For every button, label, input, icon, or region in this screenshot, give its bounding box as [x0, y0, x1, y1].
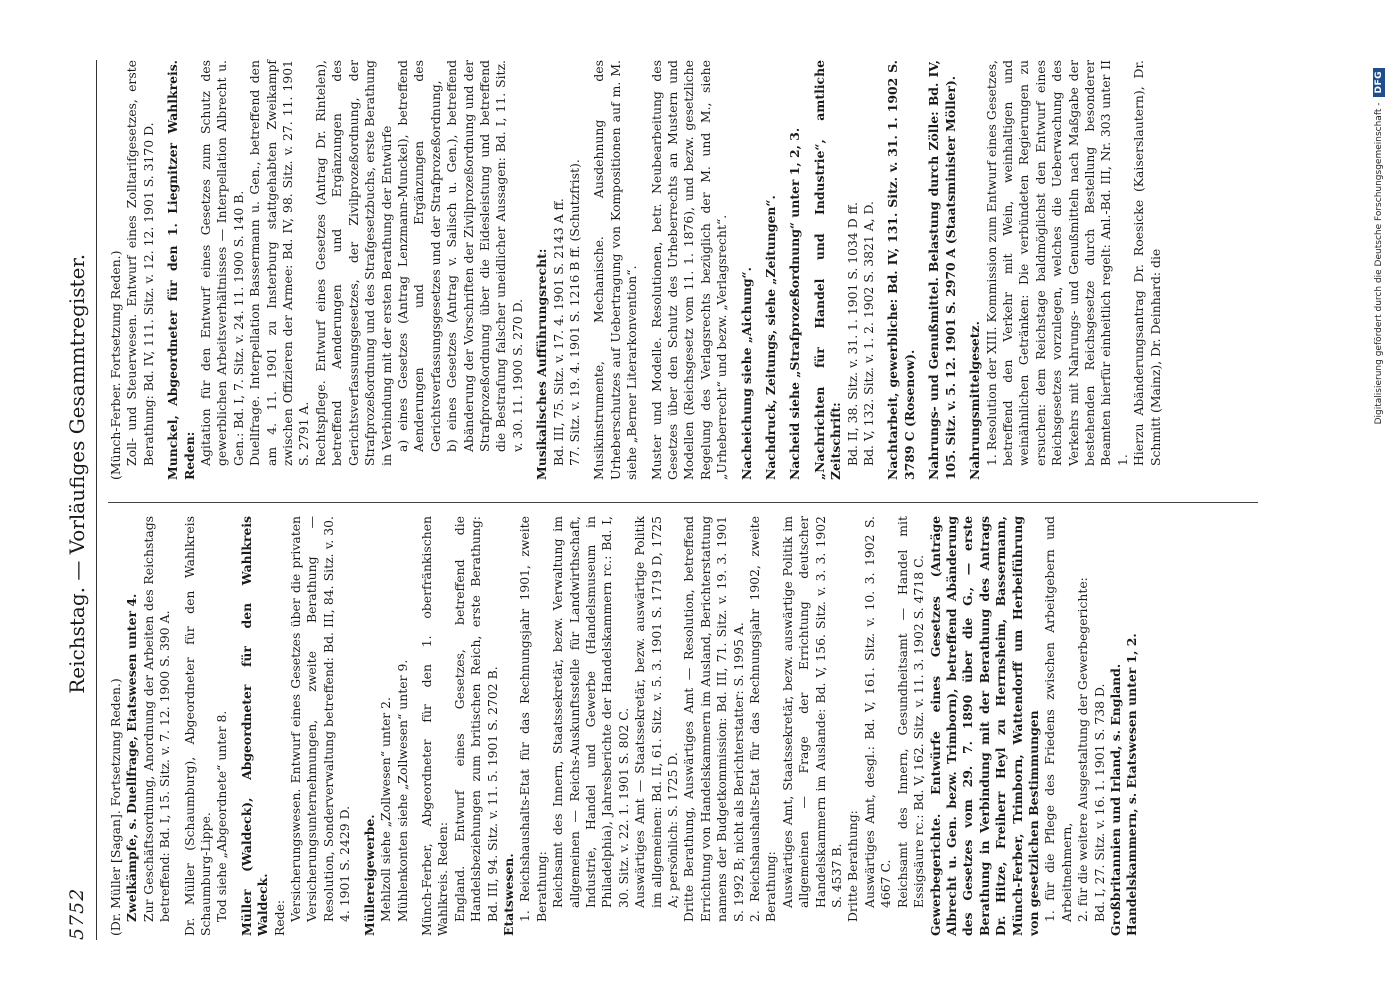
index-entry: Bd. V, 132. Sitz. v. 1. 2. 1902 S. 3821 A, D. — [861, 201, 877, 466]
index-entry: Agitation für den Entwurf eines Gesetzes zum Schutz des gewerblichen Arbeitsverhältnisses — Interpellation Albrecht u. Gen.: Bd. I, 7. Sitz. v. 24. 11. 1900 S. 140 B. — [198, 60, 246, 466]
index-entry: Zur Geschäftsordnung, Anordnung der Arbeiten des Reichstags betreffend: Bd. I, 15. Sitz. v. 7. 12. 1900 S. 390 A. — [140, 516, 173, 922]
index-entry: Rechtspflege. Entwurf eines Gesetzes (Antrag Dr. Rintelen), betreffend Aenderungen und Ergänzungen des Gerichtsverfassungsgesetzes, der Zivilprozeßordnung, der Strafprozeßordnung und des Strafgesetzbuchs, erste Berathung in Verbindung mit der ersten Berathung der Entwürfe — [312, 60, 394, 466]
index-entry: Auswärtiges Amt — Staatssekretär, bezw. auswärtige Politik im allgemeinen: Bd. II, 61. Sitz. v. 5. 3. 1901 S. 1719 D, 1725 A; persönlich: S. 1725 D. — [632, 516, 680, 908]
index-entry: Zweikämpfe, s. Duellfrage, Etatswesen unter 4. — [124, 593, 140, 922]
member-heading: Dr. Müller (Schaumburg), Abgeordneter für den Wahlkreis Schaumburg-Lippe. — [181, 516, 214, 936]
index-entry: Hierzu Abänderungsantrag Dr. Roesicke (Kaiserslautern), Dr. Schmitt (Mainz), Dr. Deinhard: die — [1131, 60, 1163, 466]
index-entry: 77. Sitz. v. 19. 4. 1901 S. 1216 B ff. (Schutzfrist). — [566, 159, 582, 466]
digitization-credit — [1368, 68, 1390, 928]
index-entry: Duellfrage. Interpellation Bassermann u. Gen., betreffend den am 4. 11. 1901 zu Insterburg stattgehabten Zweikampf zwischen Offizieren der Armee: Bd. IV, 98. Sitz. v. 27. 11. 1901 S. 2791 A. — [247, 60, 312, 466]
index-entry: Reichsamt des Innern, Staatssekretär, bezw. Verwaltung im allgemeinen — Reichs-Auskunftsstelle für Landwirthschaft, Industrie, Handel und Gewerbe (Handelsmuseum in Philadelphia), Jahresberichte der Handelskammern rc.: Bd. I, 30. Sitz. v. 22. 1. 1901 S. 802 C. — [550, 516, 631, 908]
page-number: 5752 — [66, 887, 88, 940]
subject-heading: Muster und Modelle. Resolutionen, betr. Neubearbeitung des Gesetzes über den Schutz des Urheberrechts an Mustern und Modellen (Reichsgesetz vom 11. 1. 1876), und bezw. gesetzliche Regelung des Verlagsrechts bezüglich der M. und M., siehe „Urheberrecht“ und bezw. „Verlagsrecht“. — [648, 60, 730, 480]
running-header — [58, 60, 97, 940]
subject-heading: Handelskammern, s. Etatswesen unter 1, 2. — [1124, 633, 1140, 936]
subject-heading: Müllereigewerbe. — [361, 814, 377, 936]
index-entry: Bd. III, 75. Sitz. v. 17. 4. 1901 S. 2143 A ff. — [550, 198, 566, 466]
index-entry: 2. für die weitere Ausgestaltung der Gewerbegerichte: — [1075, 577, 1091, 922]
left-column — [108, 516, 1141, 936]
index-entry: Mühlenkonten siehe „Zollwesen“ unter 9. — [394, 659, 410, 922]
index-entry: Tod siehe „Abgeordnete“ unter 8. — [214, 710, 230, 922]
index-entry: Reichsamt des Innern, Gesundheitsamt — Handel mit Essigsäure rc.: Bd. V, 162. Sitz. v. 11. 3. 1902 S. 4718 C. — [894, 516, 927, 908]
index-entry: 2. Reichshaushalts-Etat für das Rechnungsjahr 1902, zweite Berathung: — [747, 516, 779, 922]
subject-heading: Nahrungs- und Genußmittel. Belastung durch Zölle: Bd. IV, 105. Sitz. v. 5. 12. 1901 S. 2970 A (Staatsminister Möller). — [926, 60, 958, 480]
column-divider — [108, 502, 1258, 503]
member-heading: Munckel, Abgeordneter für den 1. Liegnitzer Wahlkreis. Reden: — [165, 60, 197, 480]
index-entry: Zoll- und Steuerwesen. Entwurf eines Zolltarifgesetzes, erste Berathung: Bd. IV, 111. Sitz. v. 12. 12. 1901 S. 3170 D. — [124, 60, 156, 466]
index-entry: Mehlzoll siehe „Zollwesen“ unter 2. — [378, 697, 394, 922]
subject-heading: Nahrungsmittelgesetz. — [967, 321, 983, 480]
right-column — [108, 60, 1164, 480]
index-entry: 1. Reichshaushalts-Etat für das Rechnungsjahr 1901, zweite Berathung: — [517, 516, 549, 922]
subject-heading: Musikalisches Aufführungsrecht: — [534, 248, 550, 480]
index-entry: Versicherungswesen. Entwurf eines Gesetzes über die privaten Versicherungsunternehmungen, zweite Berathung — Resolution, Sonderverwaltung betreffend: Bd. III, 84. Sitz. v. 30. 4. 1901 S. 2429 D. — [288, 516, 353, 922]
subject-heading: Musikinstrumente, Mechanische. Ausdehnung des Urheberschutzes auf Uebertragung von Kompositionen auf m. M. siehe „Berner Literarkonvention“. — [591, 60, 640, 480]
running-head-title: Reichstag. — Vorläufiges Gesammtregister. — [65, 253, 89, 694]
index-entry: 1. Resolution der XIII. Kommission zum Entwurf eines Gesetzes, betreffend den Verkehr mit Wein, weinhaltigen und weinähnlichen Getränken: Die verbündeten Regierungen zu ersuchen: dem Reichstage baldmöglichst den Entwurf eines Reichsgesetzes vorzulegen, welches die Ueberwachung des Verkehrs mit Nahrungs- und Genußmitteln nach Maßgabe der bestehenden Reichsgesetze durch Bestellung besonderer Beamten hierfür einheitlich regelt: Anl.-Bd. III, Nr. 303 unter II 1. — [983, 60, 1130, 466]
subject-heading: Nachtarbeit, gewerbliche: Bd. IV, 131. Sitz. v. 31. 1. 1902 S. 3789 C (Rosenow). — [885, 60, 917, 480]
index-entry: England. Entwurf eines Gesetzes, betreffend die Handelsbeziehungen zum britischen Reich, erste Berathung: Bd. III, 94. Sitz. v. 11. 5. 1901 S. 2702 B. — [451, 516, 500, 922]
subject-heading: Etatswesen. — [500, 853, 516, 936]
member-heading: Münch-Ferber, Abgeordneter für den 1. oberfränkischen Wahlkreis. Reden: — [418, 516, 451, 936]
index-entry: Bd. II, 38. Sitz. v. 31. 1. 1901 S. 1034 D ff. — [844, 202, 860, 466]
dfg-logo: DFG — [1373, 68, 1385, 97]
subject-heading: Nacheid siehe „Strafprozeßordnung“ unter 1, 2, 3. — [787, 127, 803, 480]
subject-heading: Nachdruck, Zeitungs, siehe „Zeitungen“. — [763, 195, 779, 480]
section-label: Rede: — [271, 899, 287, 936]
continuation-note: (Dr. Müller [Sagan]. Fortsetzung Reden.) — [108, 678, 123, 936]
subject-heading: Gewerbegerichte. Entwürfe eines Gesetzes (Anträge Albrecht u. Gen. bezw. Trimborn), betreffend Abänderung des Gesetzes vom 29. 7. 1890 über die G., — erste Berathung in Verbindung mit der Berathung des Antrags Dr. Hitze, Freiherr Heyl zu Herrnsheim, Bassermann, Münch-Ferber, Trimborn, Wattendorff um Herbeiführung von gesetzlichen Bestimmungen — [927, 516, 1041, 936]
index-entry: Dritte Berathung: — [845, 810, 861, 922]
index-entry: Dritte Berathung, Auswärtiges Amt — Resolution, betreffend Errichtung von Handelskammern im Ausland, Berichterstattung namens der Budgetkommission: Bd. III, 71. Sitz. v. 19. 3. 1901 S. 1992 B; nicht als Berichterstatter: S. 1995 A. — [681, 516, 746, 922]
member-heading: Müller (Waldeck), Abgeordneter für den Wahlkreis Waldeck. — [238, 516, 271, 936]
subject-heading: Großbritannien und Irland, s. England. — [1107, 663, 1123, 936]
index-entry: a) eines Gesetzes (Antrag Lenzmann-Munckel), betreffend Aenderungen und Ergänzungen des Gerichtsverfassungsgesetzes und der Strafprozeßordnung, — [394, 60, 443, 452]
subject-heading: Nacheichung siehe „Aichung“. — [738, 267, 754, 480]
index-entry: 1. für die Pflege des Friedens zwischen Arbeitgebern und Arbeitnehmern, — [1042, 516, 1074, 922]
continuation-note: (Münch-Ferber. Fortsetzung Reden.) — [108, 250, 123, 480]
index-entry: b) eines Gesetzes (Antrag v. Salisch u. Gen.), betreffend Abänderung der Vorschriften der Zivilprozeßordnung und der Strafprozeßordnung über die Eidesleistung und betreffend die Bestrafung falscher uneidlicher Aussagen: Bd. I, 11. Sitz. v. 30. 11. 1900 S. 270 D. — [444, 60, 525, 452]
credit-text: Digitalisierung gefördert durch die Deutsche Forschungsgemeinschaft - — [1374, 102, 1384, 425]
index-entry: Auswärtiges Amt, Staatssekretär, bezw. auswärtige Politik im allgemeinen — Frage der Errichtung deutscher Handelskammern im Auslande: Bd. V, 156. Sitz. v. 3. 3. 1902 S. 4537 B. — [779, 516, 845, 908]
index-entry: Bd. I, 27. Sitz. v. 16. 1. 1901 S. 738 D. — [1091, 683, 1107, 922]
subject-heading: „Nachrichten für Handel und Industrie“, amtliche Zeitschrift: — [811, 60, 844, 480]
index-entry: Auswärtiges Amt, desgl.: Bd. V, 161. Sitz. v. 10. 3. 1902 S. 4667 C. — [861, 516, 894, 908]
